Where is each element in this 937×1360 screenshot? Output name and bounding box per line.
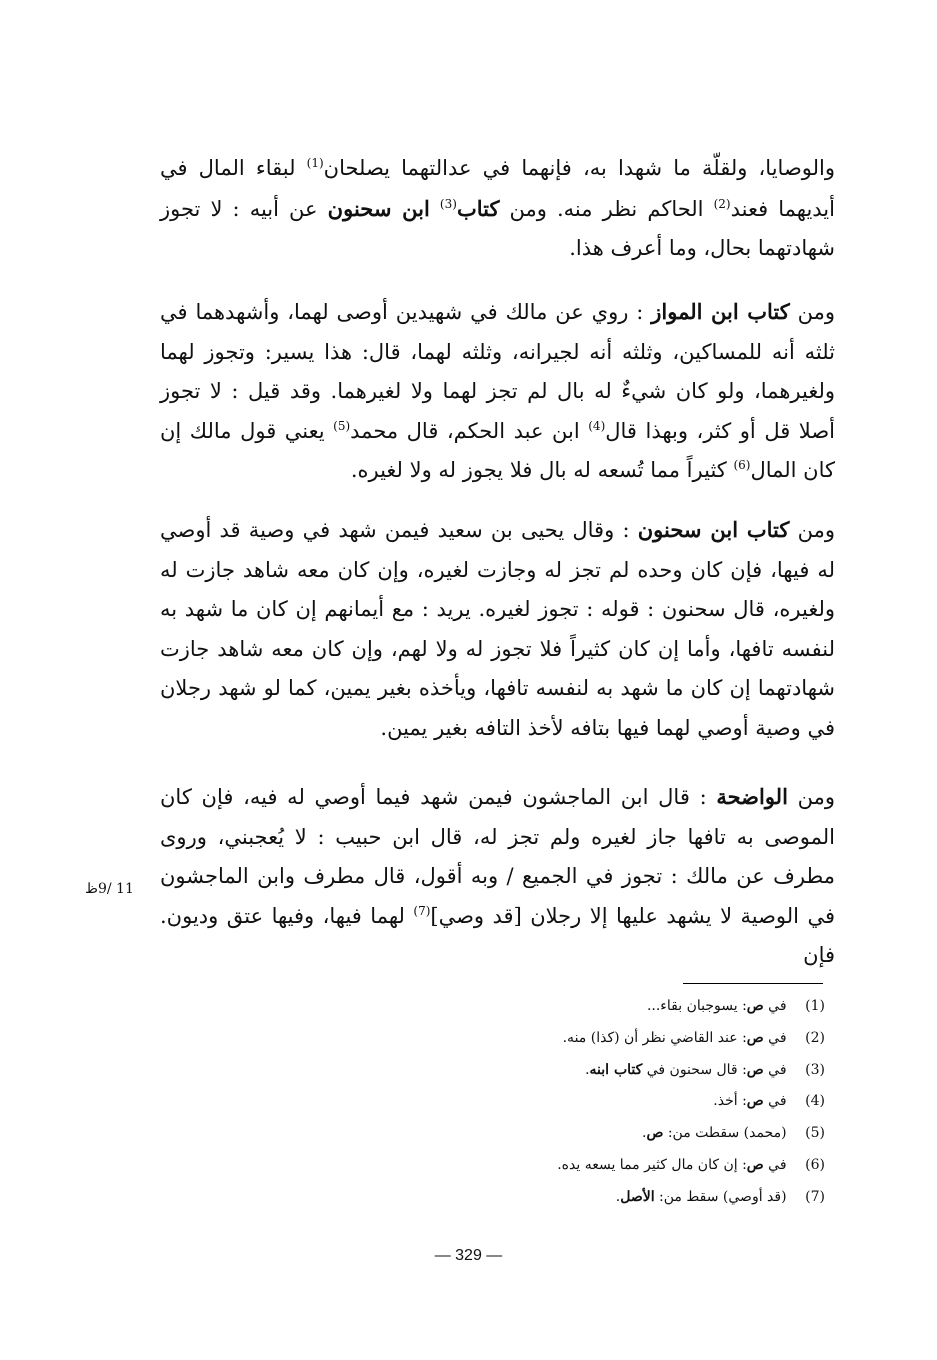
footnote-reference: (2)	[713, 196, 731, 211]
footnote-reference: (3)	[439, 196, 457, 211]
footnote-text	[616, 1189, 787, 1205]
text-run: .	[585, 1061, 590, 1078]
text-run: والوصايا، ولقلّة ما شهدا به، فإنهما في عدالتهما يصلحان	[323, 156, 836, 180]
paragraph-3	[160, 510, 835, 748]
bold-term: كتاب ابنه	[589, 1061, 643, 1078]
footnote-number: ( 3 )	[791, 1055, 825, 1087]
text-run: ابن عبد الحكم، قال محمد	[350, 418, 589, 443]
text-run: كثيراً مما تُسعه له بال فلا يجوز له ولا لغيره.	[350, 458, 734, 482]
bold-term: ص	[646, 1125, 664, 1142]
text-run: : عند القاضي نظر أن (كذا) منه.	[562, 1029, 747, 1046]
bold-term: كتاب	[456, 195, 500, 221]
text-run: : إن كان مال كثير مما يسعه يده.	[557, 1156, 747, 1173]
footnote-text	[642, 1125, 787, 1141]
footnote-item	[305, 991, 825, 1023]
footnote-item	[305, 1182, 825, 1214]
text-run: في	[763, 1061, 787, 1078]
text-run: يعني قول مالك إن كان المال	[160, 418, 835, 482]
bold-term: ص	[746, 1029, 764, 1046]
text-run: : وقال يحيى بن سعيد فيمن شهد في وصية قد أوصي له فيها، فإن كان وحده لم تجز له وجازت لغيره، وإن كان معه شاهد جازت له ولغيره، قال سحنون : قوله : تجوز لغيره. يريد : مع أيمانهم إن كان ما شهد به لنفسه تافها، وأما إن كان كثيراً فلا تجوز له ولا لهم، وإن كان معه شاهد جازت شهادتهما إن كان ما شهد به لنفسه تافها، ويأخذه بغير يمين، كما لو شهد رجلان في وصية أوصي لهما فيها بتافه لأخذ التافه بغير يمين.	[160, 518, 835, 740]
text-run: في	[763, 1156, 787, 1173]
footnotes-list	[305, 991, 825, 1214]
text-run: في	[763, 998, 787, 1014]
text-run: : يسوجبان بقاء...	[646, 998, 747, 1014]
text-run: : قال سحنون في	[642, 1061, 747, 1078]
footnote-reference: (1)	[306, 156, 324, 170]
bold-term: كتاب ابن المواز	[651, 299, 790, 324]
footnote-number: ( 4 )	[791, 1086, 825, 1118]
footnote-text	[563, 1030, 787, 1046]
footnote-reference: (4)	[588, 418, 606, 433]
text-run	[430, 197, 440, 221]
text-run: .	[615, 1188, 621, 1205]
paragraph-2	[160, 292, 835, 491]
text-run: عن أبيه : لا تجوز شهادتهما بحال، وما أعرف هذا.	[160, 196, 835, 260]
text-run: : أخذ.	[713, 1093, 747, 1110]
footnote-separator	[683, 983, 823, 984]
text-run: لبقاء المال في أيديهما فعند	[160, 156, 835, 221]
text-run: الحاكم نظر منه. ومن	[499, 196, 714, 221]
footnote-number: ( 6 )	[791, 1150, 825, 1182]
text-run: في	[763, 1029, 787, 1046]
footnote-reference: (7)	[413, 903, 431, 918]
bold-term: الواضحة	[716, 784, 788, 809]
text-run: (محمد) سقطت من:	[663, 1125, 787, 1142]
footnote-number: ( 2 )	[791, 1023, 825, 1055]
text-run: لهما فيها، وفيها عتق وديون. فإن	[160, 903, 835, 967]
footnote-reference: (6)	[733, 458, 751, 472]
footnote-item	[305, 1086, 825, 1118]
paragraph-4	[160, 777, 835, 976]
footnote-item	[305, 1055, 825, 1087]
bold-term: الأصل	[620, 1188, 655, 1205]
manuscript-folio-note: 11 /9ظ	[85, 881, 134, 897]
text-run: .	[641, 1125, 647, 1142]
bold-term: ص	[746, 1156, 764, 1173]
bold-term: ص	[746, 998, 764, 1014]
footnote-number: ( 1 )	[791, 991, 825, 1023]
footnote-text	[713, 1093, 786, 1109]
bold-term: ص	[746, 1061, 764, 1078]
text-run: في	[763, 1093, 787, 1110]
footnote-item	[305, 1150, 825, 1182]
text-run: : روي عن مالك في شهيدين أوصى لهما، وأشهدهما في ثلثه أنه للمساكين، وثلثه أنه لجيرانه، وثلثه لهما، قال: هذا يسير: وتجوز لهما ولغيرهما، ولو كان شيءٌ له بال لم تجز لهما ولا لغيرهما. وقد قيل : لا تجوز أصلا قل أو كثر، وبهذا قال	[160, 300, 835, 443]
footnote-text	[647, 998, 787, 1014]
page-number: — 329 —	[434, 1247, 503, 1264]
bold-term: كتاب ابن سحنون	[637, 517, 790, 542]
footnote-number: ( 5 )	[791, 1118, 825, 1150]
text-run: : قال ابن الماجشون فيمن شهد فيما أوصي له فيه، فإن كان الموصى به تافها جاز لغيره ولم تجز له، قال ابن حبيب : لا يُعجبني، وروى مطرف عن مالك : تجوز في الجميع / وبه أقول، قال مطرف وابن الماجشون في الوصية لا يشهد عليها إلا رجلان [قد وصي]	[160, 785, 836, 928]
footnote-reference: (5)	[333, 418, 351, 433]
text-run: ومن	[787, 785, 835, 809]
bold-term: ص	[746, 1093, 764, 1110]
bold-term: ابن سحنون	[327, 195, 430, 221]
text-run: ومن	[789, 300, 835, 324]
footnote-item	[305, 1118, 825, 1150]
footnote-text	[557, 1157, 786, 1173]
text-run: ومن	[789, 518, 835, 542]
footnote-item	[305, 1023, 825, 1055]
text-run: (قد أوصي) سقط من:	[654, 1188, 787, 1205]
footnote-number: ( 7 )	[791, 1182, 825, 1214]
footnote-text	[585, 1062, 786, 1078]
paragraph-1	[160, 149, 835, 269]
